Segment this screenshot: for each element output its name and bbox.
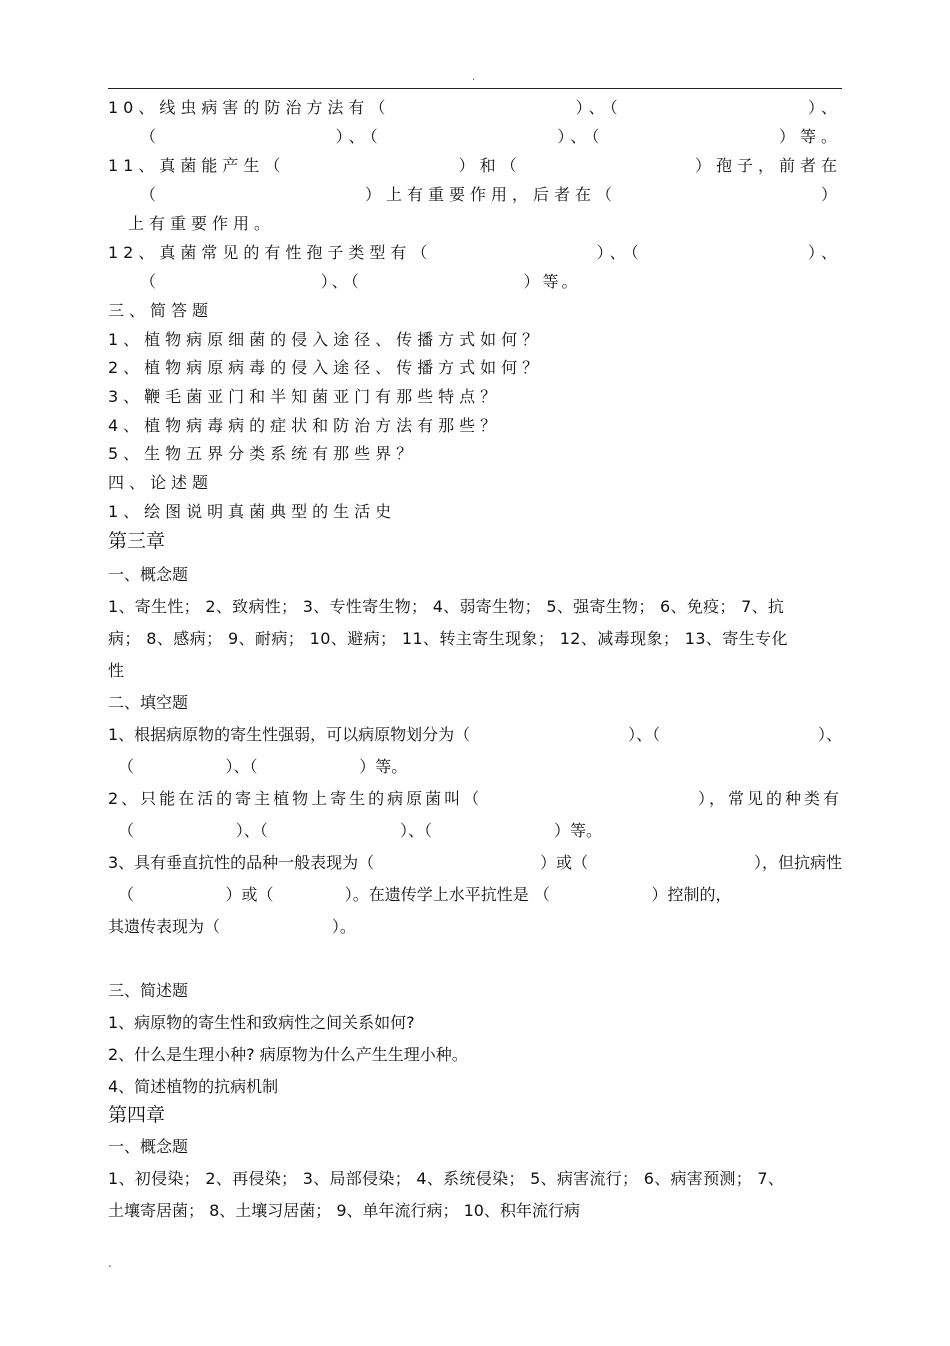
chapter-3-fill-1-line-1 [108, 722, 842, 748]
text: ）、 [817, 725, 842, 744]
text: ）、（ [557, 127, 605, 146]
chapter-4-title: 第四章 [108, 1104, 166, 1126]
header-rule [108, 88, 842, 89]
short-answer-2: 2、植物病原病毒的侵入途径、传播方式如何？ [108, 358, 544, 377]
chapter-3-concepts-line-3: 性 [108, 661, 125, 680]
text: ）上有重要作用，后者在（ [364, 185, 617, 204]
chapter-3-fill-3-line-1 [108, 850, 842, 876]
section-title-short-answer: 三、简答题 [108, 301, 214, 320]
text: ）孢子，前者在 [694, 156, 842, 175]
chapter-3-fill-2-line-2: （ ）、（ ）、（ ）等。 [118, 821, 603, 840]
text: 1、根据病原物的寄生性强弱，可以病原物划分为（ [108, 725, 471, 744]
chapter-3-brief-4: 4、简述植物的抗病机制 [108, 1077, 279, 1096]
text: 2、只能在活的寄主植物上寄生的病原菌叫（ [108, 789, 483, 808]
chapter-3-section-fill-in: 二、填空题 [108, 693, 189, 712]
chapter-3-fill-3-line-3: 其遗传表现为（ ）。 [108, 917, 356, 936]
text: ）、 [807, 243, 842, 262]
question-11-line-3: 上有重要作用。 [128, 214, 276, 233]
text: ）、（ [335, 127, 383, 146]
chapter-3-section-concepts: 一、概念题 [108, 565, 189, 584]
text: ），常见的种类有 [697, 789, 842, 808]
short-answer-1: 1、植物病原细菌的侵入途径、传播方式如何？ [108, 330, 544, 349]
chapter-4-concepts-line-2: 土壤寄居菌； 8、土壤习居菌； 9、单年流行病； 10、积年流行病 [108, 1201, 580, 1220]
text: 11、真菌能产生（ [108, 156, 286, 175]
chapter-4-concepts-line-1: 1、初侵染； 2、再侵染； 3、局部侵染； 4、系统侵染； 5、病害流行； 6、病害预测； 7、 [108, 1169, 785, 1188]
question-10-line-1 [108, 95, 842, 121]
question-11-line-1 [108, 153, 842, 179]
short-answer-3: 3、鞭毛菌亚门和半知菌亚门有那些特点？ [108, 387, 502, 406]
chapter-3-title: 第三章 [108, 530, 166, 552]
header-dot: . [472, 72, 476, 83]
footer-dot: . [108, 1256, 112, 1270]
section-title-essay: 四、论述题 [108, 473, 214, 492]
text: ）、（ [575, 98, 623, 117]
text: ）或（ [540, 853, 589, 872]
text: 10、线虫病害的防治方法有（ [108, 98, 391, 117]
text: （ [140, 185, 162, 204]
text: ）、 [807, 98, 842, 117]
question-10-line-2 [140, 124, 842, 150]
chapter-3-concepts-line-2: 病； 8、感病； 9、耐病； 10、避病； 11、转主寄生现象； 12、减毒现象； 13、寄生专化 [108, 629, 788, 648]
text: ）、（ [628, 725, 661, 744]
text: ）和（ [458, 156, 522, 175]
text: 12、真菌常见的有性孢子类型有（ [108, 243, 433, 262]
chapter-3-brief-2: 2、什么是生理小种? 病原物为什么产生生理小种。 [108, 1045, 468, 1064]
chapter-3-fill-3-line-2: （ ）或（ ）。在遗传学上水平抗性是 （ ）控制的， [118, 885, 732, 904]
text: 3、具有垂直抗性的品种一般表现为（ [108, 853, 375, 872]
chapter-3-concepts-line-1: 1、寄生性； 2、致病性； 3、专性寄生物； 4、弱寄生物； 5、强寄生物； 6、免疫； 7、抗 [108, 597, 785, 616]
essay-1: 1、绘图说明真菌典型的生活史 [108, 502, 397, 521]
chapter-3-section-brief: 三、简述题 [108, 981, 189, 1000]
text: ）等。 [778, 127, 842, 146]
question-12-line-2: （ ）、（ ）等。 [140, 272, 581, 291]
text: ）、（ [596, 243, 644, 262]
question-11-line-2 [140, 182, 842, 208]
text: ），但抗病性 [753, 853, 842, 872]
question-12-line-1 [108, 240, 842, 266]
text: （ [140, 127, 162, 146]
short-answer-4: 4、植物病毒病的症状和防治方法有那些？ [108, 416, 502, 435]
text: ） [820, 185, 842, 204]
chapter-3-fill-1-line-2: （ ）、（ ）等。 [118, 757, 408, 776]
short-answer-5: 5、生物五界分类系统有那些界？ [108, 444, 418, 463]
chapter-4-section-concepts: 一、概念题 [108, 1137, 189, 1156]
chapter-3-fill-2-line-1 [108, 786, 842, 812]
chapter-3-brief-1: 1、病原物的寄生性和致病性之间关系如何? [108, 1013, 415, 1032]
